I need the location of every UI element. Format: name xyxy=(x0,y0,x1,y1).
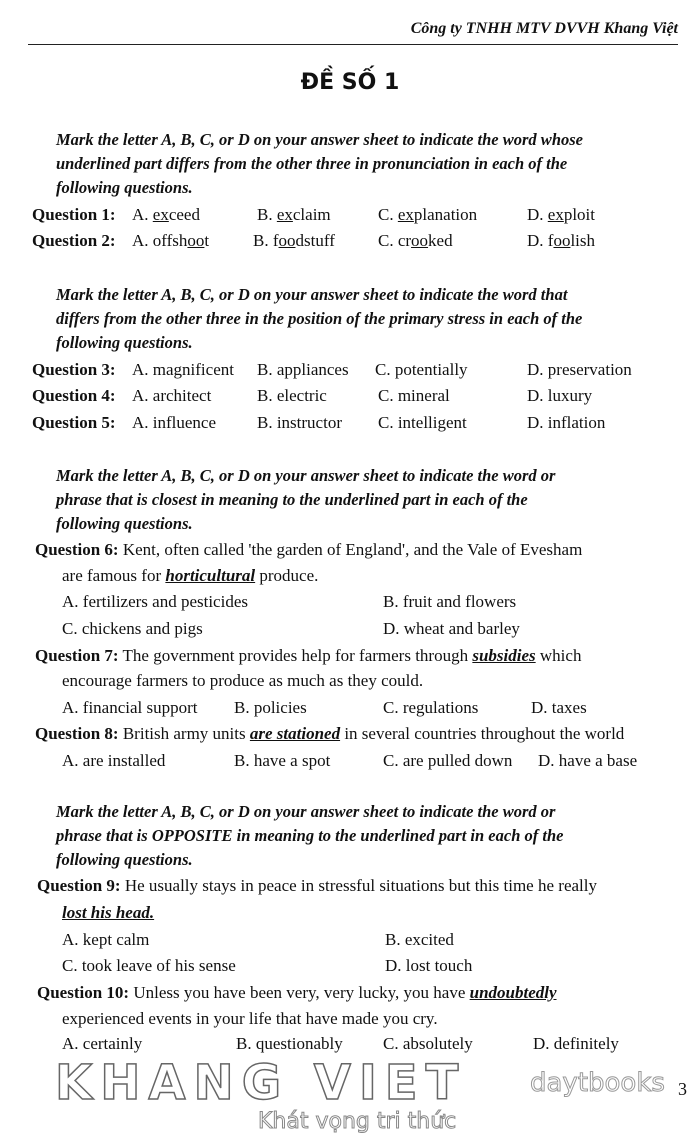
question-label: Question 4: xyxy=(32,386,116,405)
instruction-line: phrase that is closest in meaning to the underlined part in each of the xyxy=(56,490,528,509)
option-c: C. mineral xyxy=(378,386,450,405)
option-d: D. luxury xyxy=(527,386,593,405)
text-span: encourage farmers to produce as much as they could. xyxy=(62,671,424,690)
text-span: D. xyxy=(527,205,548,224)
question-label: Question 1: xyxy=(32,205,116,224)
underlined-text: are stationed xyxy=(249,724,341,743)
instruction-line: following questions. xyxy=(56,850,193,869)
text-span: B. xyxy=(257,205,277,224)
question-label: Question 7: xyxy=(35,646,119,665)
option-b: B. fruit and flowers xyxy=(383,592,517,611)
underlined-text: subsidies xyxy=(472,646,536,665)
instruction-line: following questions. xyxy=(56,514,193,533)
underlined-text: ex xyxy=(152,205,169,224)
text-span: are famous for xyxy=(62,566,166,585)
option-b: B. electric xyxy=(257,386,327,405)
option-c: C. regulations xyxy=(383,698,479,717)
text-span: ked xyxy=(428,231,453,250)
option-a: A. architect xyxy=(132,386,212,405)
option-a: A. fertilizers and pesticides xyxy=(62,592,248,611)
text-span: The government provides help for farmers through xyxy=(118,646,473,665)
watermark-site: daytbooks xyxy=(530,1068,665,1098)
option-b: B. have a spot xyxy=(234,751,331,770)
option-c xyxy=(378,204,477,226)
option-d: D. wheat and barley xyxy=(383,619,520,638)
text-span: Kent, often called 'the garden of England', and the Vale of Evesham xyxy=(118,540,583,559)
text-span: C. xyxy=(378,205,398,224)
watermark-slogan: Khát vọng tri thức xyxy=(258,1109,457,1134)
text-span xyxy=(37,982,557,1004)
option-d xyxy=(527,230,595,252)
text-span xyxy=(62,565,318,587)
underlined-text: oo xyxy=(553,231,571,250)
instruction-line: Mark the letter A, B, C, or D on your answer sheet to indicate the word or xyxy=(56,802,556,821)
option-a: A. magnificent xyxy=(132,360,234,379)
option-a: A. certainly xyxy=(62,1034,143,1053)
underlined-text: undoubtedly xyxy=(469,983,557,1002)
option-d: D. have a base xyxy=(538,751,638,770)
option-a xyxy=(132,230,209,252)
question-label: Question 5: xyxy=(32,413,116,432)
underlined-text: ex xyxy=(276,205,293,224)
question-label: Question 10: xyxy=(37,983,130,1002)
option-c: C. chickens and pigs xyxy=(62,619,203,638)
option-c: C. absolutely xyxy=(383,1034,473,1053)
option-c: C. took leave of his sense xyxy=(62,956,236,975)
option-b: B. instructor xyxy=(257,413,342,432)
instruction-line: Mark the letter A, B, C, or D on your answer sheet to indicate the word or xyxy=(56,466,556,485)
text-span xyxy=(35,723,624,745)
text-span: planation xyxy=(413,205,478,224)
header-rule xyxy=(28,44,678,45)
option-a: A. financial support xyxy=(62,698,198,717)
option-d: D. taxes xyxy=(531,698,587,717)
text-span: D. f xyxy=(527,231,554,250)
underlined-text: lost his head. xyxy=(62,903,155,922)
underlined-text: ex xyxy=(397,205,414,224)
text-span: ploit xyxy=(563,205,595,224)
text-span: lish xyxy=(570,231,596,250)
text-span: claim xyxy=(292,205,331,224)
text-span: A. xyxy=(132,205,153,224)
option-d: D. lost touch xyxy=(385,956,473,975)
option-c: C. intelligent xyxy=(378,413,467,432)
page-number: 3 xyxy=(678,1079,687,1099)
question-label: Question 8: xyxy=(35,724,119,743)
instruction-line: differs from the other three in the position of the primary stress in each of the xyxy=(56,309,583,328)
option-c xyxy=(378,230,453,252)
option-a: A. are installed xyxy=(62,751,166,770)
text-span: ceed xyxy=(168,205,200,224)
option-a: A. influence xyxy=(132,413,217,432)
watermark-brand: KHANG VIET xyxy=(55,1055,467,1111)
text-span: He usually stays in peace in stressful situations but this time he really xyxy=(120,876,597,895)
text-span: Unless you have been very, very lucky, you have xyxy=(129,983,470,1002)
instruction-line: underlined part differs from the other three in pronunciation in each of the xyxy=(56,154,568,173)
question-label: Question 6: xyxy=(35,540,119,559)
option-c: C. are pulled down xyxy=(383,751,513,770)
option-b: B. policies xyxy=(234,698,307,717)
option-d: D. preservation xyxy=(527,360,632,379)
option-d: D. inflation xyxy=(527,413,606,432)
text-span xyxy=(35,539,582,561)
option-d: D. definitely xyxy=(533,1034,619,1053)
option-b: B. excited xyxy=(385,930,454,949)
instruction-line: following questions. xyxy=(56,333,193,352)
underlined-text: oo xyxy=(187,231,205,250)
publisher-header: Công ty TNHH MTV DVVH Khang Việt xyxy=(410,20,678,37)
text-span: experienced events in your life that have made you cry. xyxy=(62,1009,438,1028)
text-span: in several countries throughout the world xyxy=(340,724,625,743)
underlined-text: oo xyxy=(278,231,296,250)
text-span: C. cr xyxy=(378,231,412,250)
option-b xyxy=(257,204,331,226)
option-c: C. potentially xyxy=(375,360,468,379)
option-b: B. appliances xyxy=(257,360,349,379)
question-label: Question 3: xyxy=(32,360,116,379)
option-a xyxy=(132,204,200,226)
text-span: which xyxy=(535,646,582,665)
text-span: t xyxy=(204,231,210,250)
instruction-line: phrase that is OPPOSITE in meaning to the underlined part in each of the xyxy=(56,826,564,845)
option-a: A. kept calm xyxy=(62,930,150,949)
instruction-line: Mark the letter A, B, C, or D on your answer sheet to indicate the word that xyxy=(56,285,568,304)
text-span: B. f xyxy=(253,231,279,250)
text-span: dstuff xyxy=(295,231,335,250)
text-span: A. offsh xyxy=(132,231,188,250)
option-b xyxy=(253,230,335,252)
question-label: Question 9: xyxy=(37,876,121,895)
text-span: British army units xyxy=(118,724,250,743)
underlined-text: ex xyxy=(547,205,564,224)
instruction-line: following questions. xyxy=(56,178,193,197)
instruction-line: Mark the letter A, B, C, or D on your answer sheet to indicate the word whose xyxy=(56,130,583,149)
text-span xyxy=(37,875,597,897)
underlined-text: horticultural xyxy=(165,566,256,585)
text-span: produce. xyxy=(255,566,319,585)
question-label: Question 2: xyxy=(32,231,116,250)
page-title: ĐỀ SỐ 1 xyxy=(300,70,400,95)
option-d xyxy=(527,204,595,226)
text-span xyxy=(35,645,581,667)
option-b: B. questionably xyxy=(236,1034,343,1053)
underlined-text: oo xyxy=(411,231,429,250)
